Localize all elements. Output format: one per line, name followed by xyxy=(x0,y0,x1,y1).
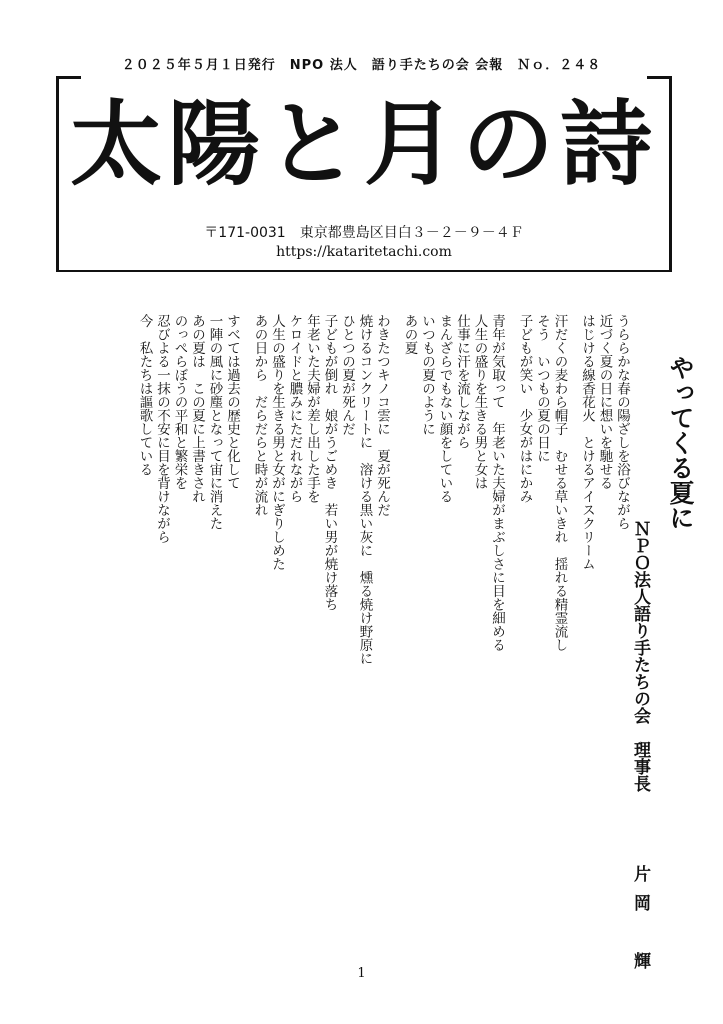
masthead-box xyxy=(56,76,672,272)
poem-line: 焼けるコンクリートに 溶ける黒い灰に 燻る焼け野原に xyxy=(356,314,373,665)
poem-line: 年老いた夫婦が差し出した手を xyxy=(304,314,320,503)
poem-line: 今 私たちは謳歌している xyxy=(136,314,153,476)
poem-line: あの夏 xyxy=(401,314,418,355)
poem-line: いつもの夏のように xyxy=(419,314,435,436)
poem-line: 子どもが笑い 少女がはにかみ xyxy=(516,314,533,503)
issue-info: ２０２５年５月１日発行 NPO 法人 語り手たちの会 会報 Ｎｏ．２４８ xyxy=(121,58,602,73)
page-number: 1 xyxy=(357,966,366,981)
poem-line: ケロイドと膿みにただれながら xyxy=(286,314,303,503)
poem-line: あの日から だらだらと時が流れ xyxy=(251,314,268,517)
poem-line: 忍びよる一抹の不安に目を背けながら xyxy=(154,314,170,544)
author-organization: ＮＰＯ法人語り手たちの会 理事長 xyxy=(630,520,650,792)
poem-line: 青年が気取って 年老いた夫婦がまぶしさに目を細める xyxy=(489,314,505,652)
poem-line: まんざらでもない顔をしている xyxy=(436,314,453,503)
poem-line: わきたつキノコ雲に 夏が死んだ xyxy=(374,314,390,517)
poem-title: やってくる夏に xyxy=(666,355,695,530)
poem-line: 人生の盛りを生きる男と女がにぎりしめた xyxy=(269,314,285,571)
postal-address: 〒171-0031 東京都豊島区目白３－２－９－４Ｆ xyxy=(204,225,524,241)
poem-line: 近づく夏の日に想いを馳せる xyxy=(596,314,613,490)
newsletter-title: 太陽と月の詩 xyxy=(69,91,658,198)
poem-line: あの夏は この夏に上書きされ xyxy=(189,314,205,503)
poem-body xyxy=(135,314,630,674)
poem-line: 子どもが倒れ 娘がうごめき 若い男が焼け落ち xyxy=(321,314,338,611)
poem-line: うららかな春の陽ざしを浴びながら xyxy=(614,314,630,530)
poem-line: すべては過去の歴史と化して xyxy=(224,314,240,490)
poem-line: はじける線香花火 とけるアイスクリーム xyxy=(579,314,595,571)
poem-line: ひとつの夏が死んだ xyxy=(339,314,355,436)
poem-line: そう いつもの夏の日に xyxy=(534,314,550,463)
poem-line: 一陣の風に砂塵となって宙に消えた xyxy=(206,314,223,530)
author-name: 片岡 輝 xyxy=(630,865,650,981)
poem-line: 汗だくの麦わら帽子 むせる草いきれ 揺れる精霊流し xyxy=(551,314,568,652)
poem-line: 人生の盛りを生きる男と女は xyxy=(471,314,488,490)
website-url[interactable]: https://kataritetachi.com xyxy=(276,244,452,260)
poem-line: 仕事に汗を流しながら xyxy=(454,314,470,449)
poem-line: のっぺらぼうの平和と繁栄を xyxy=(171,314,188,490)
